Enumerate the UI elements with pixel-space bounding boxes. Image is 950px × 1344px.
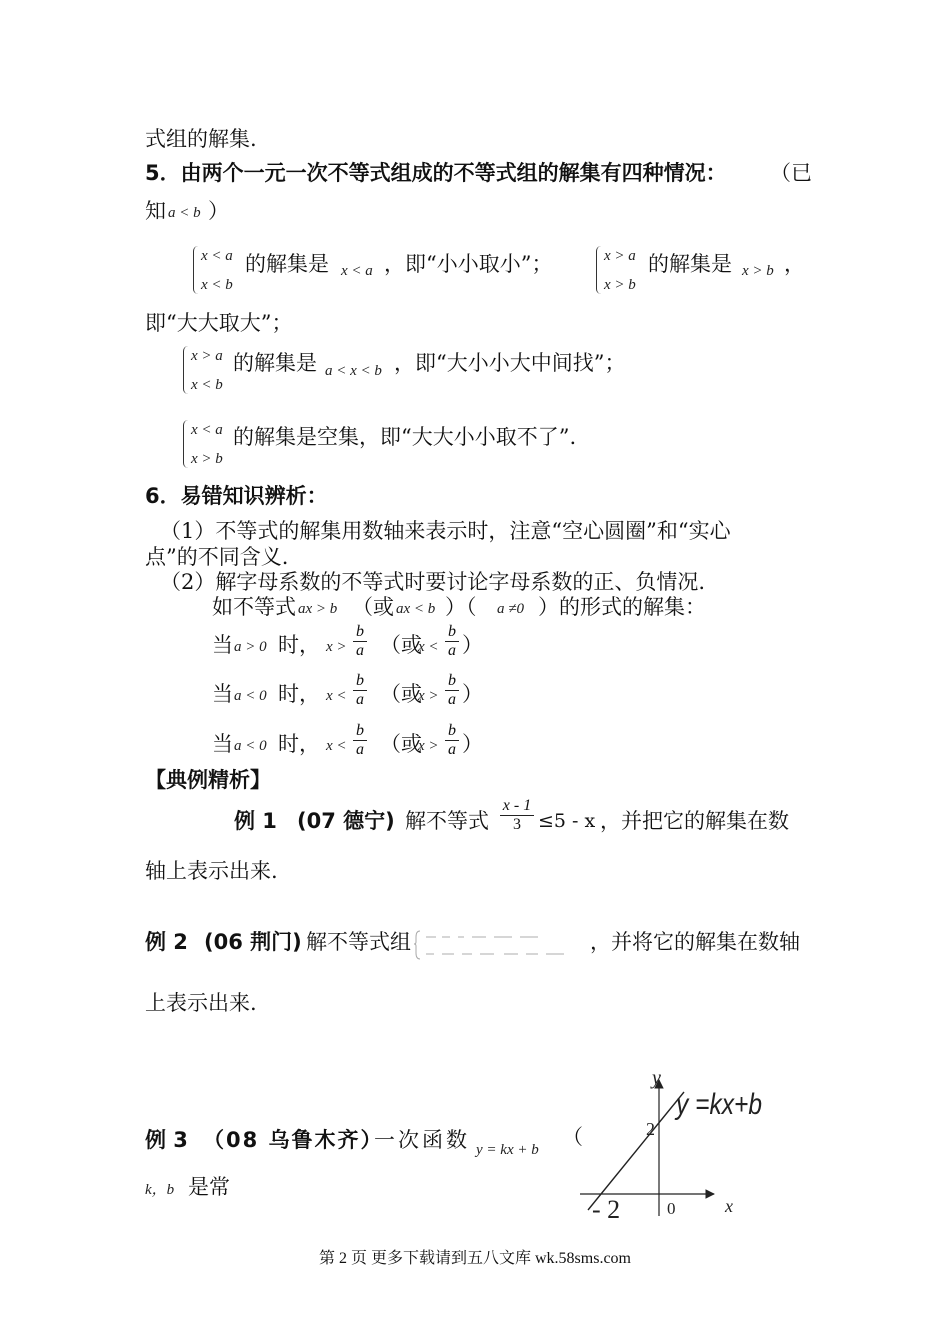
item6-point1-cont: 点”的不同含义. [145, 545, 289, 569]
x-intercept-label: - 2 [592, 1195, 621, 1224]
ex2-text3: 上表示出来. [145, 991, 257, 1015]
case1-rule: ，即“小小取小”； [384, 252, 553, 276]
ex2-text2: ，并将它的解集在数轴 [590, 930, 800, 954]
ex3-label: 例 3 [145, 1128, 188, 1152]
ex3-text2: 是常 [188, 1175, 230, 1199]
case1-top: x < a [201, 248, 233, 264]
known-condition: a < b [168, 205, 201, 221]
case1-result: x < a [341, 263, 373, 279]
row-or: （或 [380, 633, 422, 657]
ex1-text: 解不等式 [405, 809, 489, 833]
row-lhs: x < [326, 738, 347, 754]
case2-result: x > b [742, 263, 774, 279]
ex2-text: 解不等式组 [306, 930, 411, 954]
ex3-function: y = kx + b [476, 1142, 539, 1158]
item6-cond: a ≠0 [497, 601, 524, 617]
case4-top: x < a [191, 422, 223, 438]
case2-text: 的解集是 [648, 252, 732, 276]
row-lhs2: x > [418, 738, 439, 754]
ex3-source: （08 乌鲁木齐） [203, 1128, 384, 1152]
row-lhs2: x < [418, 639, 439, 655]
row-cond: a > 0 [234, 639, 267, 655]
function-equation: y =kx+b [674, 1088, 762, 1121]
row-close: ） [462, 682, 483, 706]
linear-function-graph [580, 1062, 770, 1222]
row-shi: 时， [278, 633, 320, 657]
origin-label: 0 [667, 1199, 676, 1218]
case4-bottom: x > b [191, 451, 223, 467]
ex2-system-image [414, 925, 584, 963]
row-cond: a < 0 [234, 688, 267, 704]
item6-example-suffix: ）的形式的解集： [538, 595, 706, 619]
item6-or: （或 [352, 595, 394, 619]
item6-ineq2: ax < b [396, 601, 436, 617]
ex1-text2: ，并把它的解集在数 [600, 809, 789, 833]
row-shi: 时， [278, 732, 320, 756]
ex1-label: 例 1 [234, 809, 277, 833]
fraction: $\frac{b}{a}$ [353, 672, 367, 709]
examples-heading: 【典例精析】 [145, 768, 271, 792]
system-brace [183, 420, 188, 468]
fraction: $\frac{b}{a}$ [445, 722, 459, 759]
row-when: 当 [212, 682, 233, 706]
case2-top: x > a [604, 248, 636, 264]
row-lhs: x > [326, 639, 347, 655]
item5-heading: 5．由两个一元一次不等式组成的不等式组的解集有四种情况： [145, 161, 727, 185]
ex3-text: 一次函数 [374, 1128, 470, 1152]
row-lhs2: x > [418, 688, 439, 704]
x-axis-label: x [725, 1196, 733, 1216]
function-line [588, 1092, 684, 1210]
ex1-text3: 轴上表示出来. [145, 859, 278, 883]
fraction: $\frac{b}{a}$ [445, 623, 459, 660]
continued-text: 式组的解集. [145, 127, 257, 151]
fraction: $\frac{b}{a}$ [353, 722, 367, 759]
case2-rule: 即“大大取大”； [145, 311, 293, 335]
system-brace [596, 246, 601, 294]
case4-text: 的解集是空集，即“大大小小取不了”. [233, 425, 577, 449]
page-footer: 第 2 页 更多下载请到五八文库 wk.58sms.com [318, 1250, 631, 1267]
case3-rule: ，即“大小小大中间找”； [394, 351, 626, 375]
case2-comma: ， [784, 252, 805, 276]
item6-heading: 6．易错知识辨析： [145, 484, 328, 508]
row-close: ） [462, 633, 483, 657]
row-close: ） [462, 732, 483, 756]
y-intercept-label: 2 [646, 1119, 655, 1139]
row-or: （或 [380, 682, 422, 706]
case3-result: a < x < b [325, 363, 382, 379]
row-shi: 时， [278, 682, 320, 706]
system-brace [183, 346, 188, 394]
row-lhs: x < [326, 688, 347, 704]
case3-top: x > a [191, 348, 223, 364]
item6-mid: ）（ [445, 595, 477, 619]
ex3-paren: （ [562, 1125, 583, 1149]
fraction: $\frac{b}{a}$ [353, 623, 367, 660]
known-suffix: ） [208, 199, 229, 223]
ex1-fraction: $\frac{x - 1}{3}$ [500, 797, 534, 834]
item5-heading-tail: （已 [770, 161, 812, 185]
item6-point1: （1）不等式的解集用数轴来表示时，注意“空心圆圈”和“实心 [160, 519, 731, 543]
y-axis-label: y [652, 1067, 661, 1089]
item6-ineq1: ax > b [298, 601, 338, 617]
ex1-source: (07 德宁) [297, 809, 395, 833]
case3-bottom: x < b [191, 377, 223, 393]
system-brace [193, 246, 198, 294]
row-when: 当 [212, 633, 233, 657]
case1-bottom: x < b [201, 277, 233, 293]
ex2-source: (06 荆门) [204, 930, 302, 954]
ex2-label: 例 2 [145, 930, 188, 954]
fraction: $\frac{b}{a}$ [445, 672, 459, 709]
row-cond: a < 0 [234, 738, 267, 754]
item6-point2: （2）解字母系数的不等式时要讨论字母系数的正、负情况. [160, 570, 706, 594]
ex3-constants: k，b [145, 1182, 175, 1198]
row-when: 当 [212, 732, 233, 756]
item6-example-prefix: 如不等式 [212, 595, 296, 619]
ex1-rhs: ≤5 - x [538, 810, 596, 832]
row-or: （或 [380, 732, 422, 756]
case2-bottom: x > b [604, 277, 636, 293]
known-prefix: 知 [145, 199, 166, 223]
case1-text: 的解集是 [245, 252, 329, 276]
case3-text: 的解集是 [233, 351, 317, 375]
